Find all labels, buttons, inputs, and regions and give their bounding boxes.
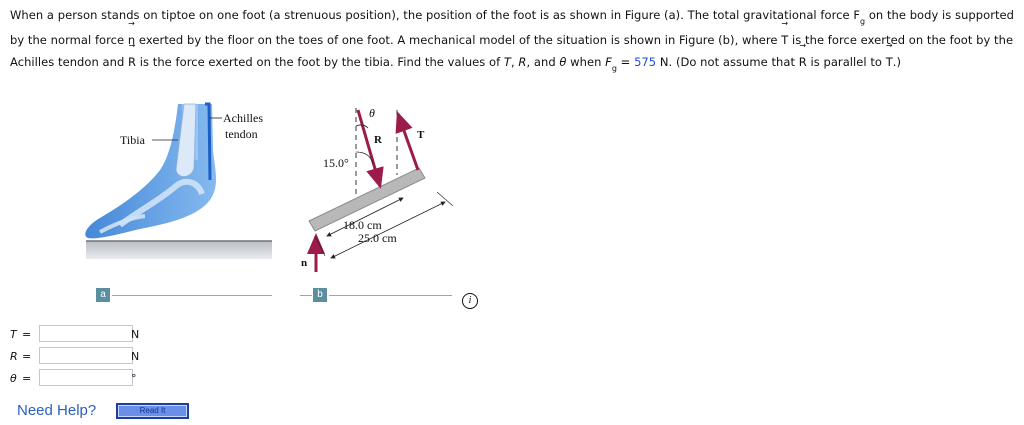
- force-T-arrow: [398, 114, 418, 170]
- label-achilles-1: Achilles: [223, 111, 263, 125]
- answer-input-theta[interactable]: [39, 369, 133, 386]
- label-theta: θ: [369, 106, 375, 120]
- answer-unit-R: N: [131, 350, 140, 363]
- figure-b-separator: [329, 295, 452, 296]
- label-achilles-2: tendon: [225, 127, 258, 141]
- answer-var-R: R: [10, 350, 18, 363]
- answer-input-T[interactable]: [39, 325, 133, 342]
- figure-a: [60, 90, 275, 264]
- answer-unit-theta: °: [131, 372, 137, 385]
- floor: [86, 241, 272, 259]
- answer-unit-T: N: [131, 328, 140, 341]
- vector-Fg: → F: [853, 4, 860, 27]
- figure-a-separator: [112, 295, 272, 296]
- label-angle-15: 15.0°: [323, 156, 349, 170]
- label-dist-18: 18.0 cm: [343, 218, 382, 232]
- figure-a-tag: a: [96, 288, 110, 302]
- label-dist-25: 25.0 cm: [358, 231, 397, 245]
- vector-n: → n: [128, 29, 135, 52]
- problem-statement: When a person stands on tiptoe on one foot (a strenuous position), the position of the foot is as shown in Figure (a). The total gravitational force → $F_g$ on the body is supported by the normal force → n exerted by the floor on the toes of one foot. A mechanical model of the situation is shown in Figure (b), where → T is the force exerted on the foot by the Achilles tendon and → R is the force exerted on the foot by the tibia. Find the values of T, R, and θ when $F_g = 575$ N. (Do not assume that → R is parallel to → T.): [10, 4, 1014, 76]
- answer-var-theta: θ: [10, 372, 17, 385]
- figure-b: [285, 90, 460, 284]
- read-it-button[interactable]: Read It: [116, 403, 189, 419]
- answer-var-T: T: [10, 328, 17, 341]
- label-tibia: Tibia: [120, 133, 145, 147]
- vector-R-2: → R: [799, 51, 807, 74]
- vector-R: → R: [128, 51, 136, 74]
- need-help-label: Need Help?: [17, 402, 97, 419]
- label-T: T: [417, 129, 425, 141]
- fg-value: 575: [634, 55, 657, 69]
- label-n: n: [301, 257, 308, 269]
- figure-b-separator-left: [300, 295, 312, 296]
- info-icon[interactable]: i: [462, 293, 478, 309]
- vector-T: → T: [781, 29, 788, 52]
- answer-input-R[interactable]: [39, 347, 133, 364]
- label-R: R: [374, 134, 382, 146]
- force-R-arrow: [358, 110, 380, 186]
- vector-T-2: → T: [886, 51, 893, 74]
- figure-b-tag: b: [313, 288, 327, 302]
